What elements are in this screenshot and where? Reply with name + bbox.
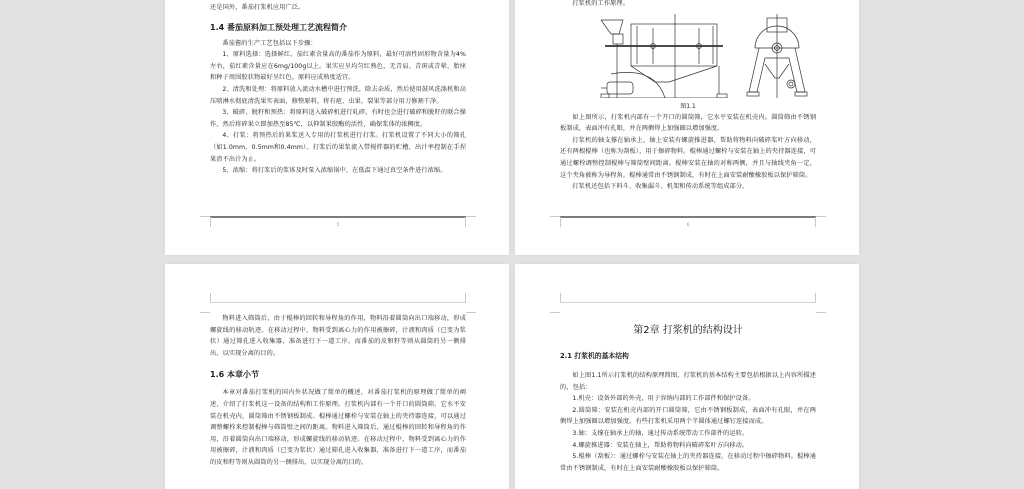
section-heading: 1.6 本章小节: [210, 370, 259, 380]
margin-corner-mark: [816, 302, 826, 313]
figure-1-1: [560, 14, 816, 98]
page-body: [210, 2, 466, 177]
paragraph: 物料进入筛筒后，由于棍棒的回转和导程角的作用，物料沿着圆筒向出口端移动，形成螺旋线的移动轨迹。在移动过程中，物料受到离心力的作用被擦碎，汁液和肉质（已变为浆状）通过筛孔进入收集器，准备进行下一道工序。而番茄的皮和籽等则从圆筒的另一侧排出，以实现分离的目的。: [210, 315, 466, 357]
paragraph: 打浆机的工作原理。: [572, 0, 629, 7]
header-rule: [210, 302, 466, 303]
margin-corner-mark: [466, 302, 476, 313]
paragraph: 2.圆筒筛：安装在机壳内部的开口圆筒筛，它由不锈钢板制成，表面冲有孔眼，并在两侧焊上加强圈以增加强度。有些打浆机采用两个半圆体通过螺钉连接而成。: [560, 406, 816, 426]
paragraph: 1、原料选择：选择鲜红、茄红素含量高的番茄作为原料，最好可溶性固形物含量为4%左右，茄红素含量应在6mg/100g以上。果实应呈均匀红熟色，无青肩、青斑或青晕，胎座和种子周围胶状物最好呈红色。原料应成熟度适宜。: [210, 51, 466, 82]
paragraph: 5、浓缩：将打浆后的浆体及时泵入浓缩锅中，在低温下通过真空条件进行浓缩。: [222, 167, 447, 175]
paragraph: 2、清洗和处理：将原料放入流动水槽中进行预洗，除去杂质，然后使用鼓风洗涤机和高压喷淋水彻底清洗果实表面，修整原料，将有疤、虫果、裂果等部分用刀修割干净。: [210, 85, 466, 105]
paragraph: 4.螺旋推进器：安装在轴上，帮助将物料向破碎桨叶方向移动。: [572, 441, 749, 449]
footer-rule: [210, 216, 466, 218]
document-page-6: [515, 0, 859, 255]
section-heading: 1.4 番茄原料加工预处理工艺流程简介: [210, 22, 347, 32]
margin-corner-mark: [465, 293, 466, 303]
paragraph: 5.棍棒（刮板）：通过螺栓与安装在轴上的夹持器连接，在移动过程中擦碎物料。棍棒通常由不锈钢制成，有时在上面安装耐酸橡胶板以保护筛筒。: [560, 453, 816, 472]
document-page-8: [515, 264, 859, 489]
document-page-5: [165, 0, 509, 255]
header-rule: [560, 302, 816, 303]
paragraph: 如上图1.1所示打浆机的结构原理简图，打浆机的基本结构主要包括根据以上内容所描述的，包括：: [560, 372, 816, 391]
margin-corner-mark: [200, 302, 210, 313]
margin-corner-mark: [815, 293, 816, 303]
paragraph: 如上图所示，打浆机内部有一个开口的圆筒筛，它水平安装在机壳内。圆筒筛由不锈钢板制成，表面冲有孔眼，并在两侧焊上加强圈以增加强度。: [560, 113, 816, 133]
section-heading: 2.1 打浆机的基本结构: [560, 352, 629, 360]
paragraph: 4、打浆：将预热后的果浆送入专用的打浆机进行打浆。打浆机设置了不同大小的筛孔（如1.0mm、0.5mm和0.4mm）。打浆后的果浆流入带搅拌器的贮槽，出汁率控制在手捏果渣不出汁为止。: [210, 132, 466, 163]
margin-corner-mark: [550, 302, 560, 313]
margin-corner-mark: [550, 216, 560, 227]
document-page-7: [165, 264, 509, 489]
paragraph: 3、破碎、脱籽和预热：将原料送入破碎机进行轧碎，有时也会进行破碎和脱籽的联合操作，然后将碎果立即加热至85℃，以抑制果胶酶的活性，确保浆体的浓稠度。: [210, 109, 466, 128]
pulper-end-view-drawing: [745, 14, 815, 98]
page-number: 6: [686, 223, 690, 228]
margin-corner-mark: [466, 216, 476, 227]
page-body: [560, 324, 816, 474]
paragraph: 本章对番茄打浆机的国内外状况做了简单的概述，对番茄打浆机的原理做了简单的阐述，介绍了打浆机这一设备的结构和工作原理。打浆机内部有一个开口的圆筒筛，它水平安装在机壳内，圆筒筛由不锈钢板制成。棍棒通过螺栓与安装在轴上的夹持器连接，可以通过调整螺栓来控制棍棒与筛筒壁之间的距离。物料进入筛筒后，通过棍棒的回转和导程角的作用，沿着圆筒向出口端移动，形成螺旋线的移动轨迹。在移动过程中，物料受到离心力的作用被擦碎，汁液和肉质（已变为浆状）通过筛孔进入收集器，准备进行下一道工序，而番茄的皮和籽等则从圆筒的另一侧排出，以实现分离的目的。: [210, 389, 466, 466]
paragraph: 打浆机还包括下料斗、收集漏斗、机架和传动系统等组成部分。: [572, 183, 749, 191]
paragraph: 还是国外，番茄打浆机应用广泛。: [210, 4, 305, 11]
margin-corner-mark: [816, 216, 826, 227]
pulper-side-view-drawing: [595, 14, 735, 98]
paragraph: 1.机壳：设备外部的外壳，用于容纳内部的工作部件和保护设备。: [572, 395, 755, 403]
page-body: [210, 313, 466, 469]
paragraph: 打浆机的轴支撑在轴承上，轴上安装有螺旋推进器，帮助将物料向破碎桨叶方向移动，还有两根棍棒（也称为刮板），用于擦碎物料。棍棒通过螺栓与安装在轴上的夹持器连接，可通过螺栓调整控制棍棒与筛筒壁间距离。棍棒安装在轴的对称两侧，并且与轴线夹角一定，这个夹角被称为导程角。棍棒通常由不锈钢制成，有时在上面安装耐酸橡胶板以保护筛筒。: [560, 136, 816, 179]
paragraph: 番茄酱的生产工艺包括以下步骤：: [222, 39, 317, 47]
page-body: [560, 0, 816, 193]
footer-rule: [560, 216, 816, 218]
margin-corner-mark: [200, 216, 210, 227]
paragraph: 3.轴：支撑在轴承上的轴，通过传动系统带动工作部件的运转。: [572, 429, 749, 437]
figure-caption: 图1.1: [680, 102, 696, 110]
page-number: 5: [336, 223, 340, 228]
chapter-title: 第2章 打浆机的结构设计: [633, 325, 743, 336]
